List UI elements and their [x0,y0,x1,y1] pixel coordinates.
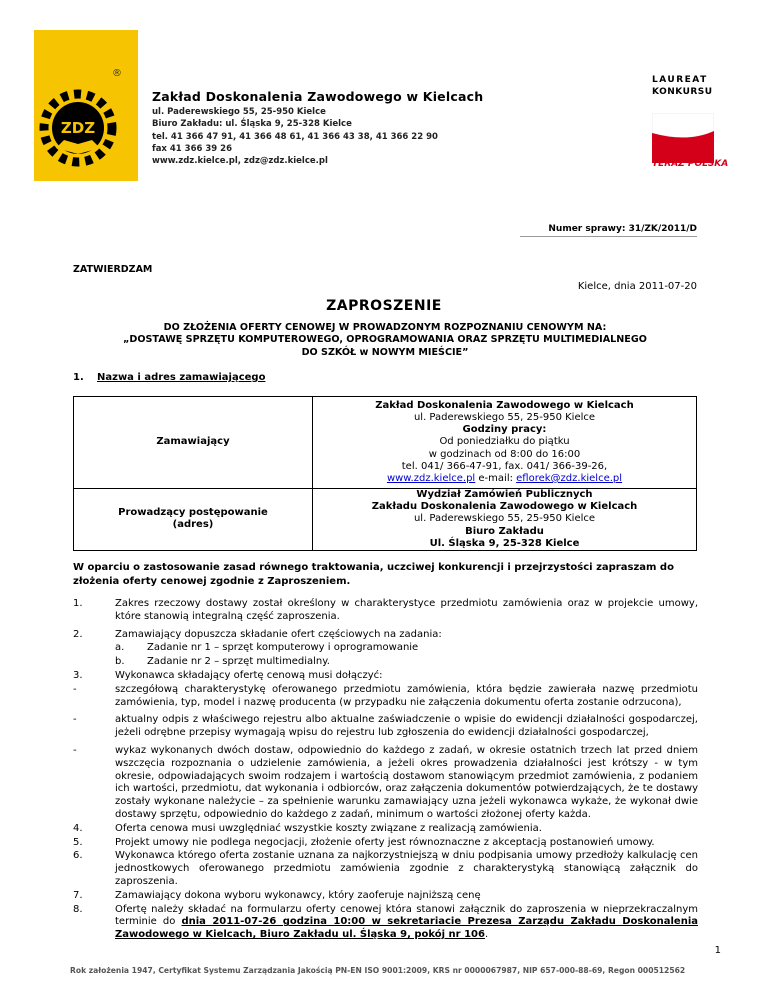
item-marker: - [73,683,77,695]
item-marker: - [73,744,77,756]
list-item [73,837,698,850]
table-row [74,489,697,551]
item-text: . [484,929,489,941]
days-cell: Od poniedziałku do piątku [439,436,570,448]
table-row [74,397,697,489]
item-text: Zamawiający dopuszcza składanie ofert częściowych na zadania: [115,628,442,640]
item-text: Ofertę należy składać na formularzu oferty cenowej która stanowi załącznik do zaproszenia w nieprzekraczalnym terminie do [115,903,698,928]
deadline-text: dnia 2011-07-26 godzina 10:00 w sekretariacie Prezesa Zarządu Zakładu Doskonalenia Zawodowego w Kielcach, Biuro Zakładu ul. Śląska 9, pokój nr 106 [115,916,699,941]
item-text: szczegółową charakterystykę oferowanego przedmiotu zamówienia, która będzie zawierała nazwę przedmiotu zamówienia, typ, model i nazwę producenta (w przypadku nie załączenia dokumentu oferta zostanie odrzucona), [115,683,698,708]
award-line1: LAUREAT [652,75,708,85]
case-number: Numer sprawy: 31/ZK/2011/D [548,224,697,234]
contact-links [317,473,692,485]
item-marker: 8. [73,903,83,915]
row-value [313,489,697,551]
item-marker: 6. [73,850,83,862]
item-marker: a. [115,642,125,654]
section-number: 1. [73,372,84,383]
item-marker: 1. [73,598,83,609]
item-text: Zadanie nr 2 – sprzęt multimedialny. [147,656,330,668]
organization-header [152,88,483,168]
item-marker: 2. [73,628,83,640]
item-text: Zadanie nr 1 – sprzęt komputerowy i oprogramowanie [147,642,419,654]
address-cell: ul. Paderewskiego 55, 25-950 Kielce [413,513,596,525]
item-text: Wykonawca składający ofertę cenową musi dołączyć: [115,669,383,681]
org-phone: tel. 41 366 47 91, 41 366 48 61, 41 366 43 38, 41 366 22 90 [152,131,438,142]
list-item [73,598,698,624]
gear-logo-icon [34,30,138,181]
item-text: wykaz wykonanych dwóch dostaw, odpowiednio do każdego z zadań, w okresie ostatnich trzech lat przed dniem wszczęcia rozpoznania o udzielenie zamówienia, a jeżeli okres prowadzenia działalności jest krótszy - w tym okresie, odpowiadających swoim rodzajem i wartością dostawom stanowiącym przedmiot zamówienia, z podaniem ich wartości, przedmiotu, dat wykonania i odbiorców, oraz załączenia dokumentów potwierdzających, że te dostawy zostały wykonane należycie – za spełnienie warunku zamawiający uzna jeżeli wykonawca wykaże, że wykonał dwie dostawy sprzętu, odpowiednio do każdego z zadań, minimum o wartości złożonej oferty każda. [115,744,698,820]
row-label [74,489,313,551]
hours-cell: w godzinach od 8:00 do 16:00 [428,448,581,460]
item-marker: b. [115,656,125,668]
list-item [73,714,698,740]
address-cell: ul. Paderewskiego 55, 25-950 Kielce [413,412,596,424]
document-subtitle [90,322,680,359]
approval-label: ZATWIERDZAM [73,264,153,275]
org-fax: fax 41 366 39 26 [152,144,232,155]
row-value [313,397,697,489]
list-item [73,823,698,836]
item-marker: 4. [73,822,83,834]
teraz-polska-flag-icon [652,113,714,163]
subtitle-line: DO ZŁOŻENIA OFERTY CENOWEJ W PROWADZONYM ROZPOZNANIU CENOWYM NA: [163,322,607,333]
list-item [73,670,698,683]
subtitle-line: DO SZKÓŁ w NOWYM MIEŚCIE” [301,346,469,358]
item-marker: 7. [73,889,83,901]
section-heading [73,372,265,384]
subtitle-line: „DOSTAWĘ SPRZĘTU KOMPUTEROWEGO, OPROGRAMOWANIA ORAZ SPRZĘTU MULTIMEDIALNEGO [123,334,647,346]
hours-label: Godziny pracy: [462,424,547,436]
list-item [73,629,698,642]
item-text: Wykonawca którego oferta zostanie uznana za najkorzystniejszą w dniu podpisania umowy przedłoży kalkulację cen jednostkowych oferowanego przedmiotu zamówienia zgodnie z charakterystyką stanowiącą załącznik do zaproszenia. [115,850,698,887]
item-text: Zakres rzeczowy dostawy został określony w charakterystyce przedmiotu zamówienia oraz w projekcie umowy, które stanowią integralną część zaproszenia. [115,598,698,622]
office-address-cell: Ul. Śląska 9, 25-328 Kielce [429,537,580,549]
list-item [73,684,698,710]
org-address: ul. Paderewskiego 55, 25-950 Kielce [152,107,326,118]
org-cell: Zakładu Doskonalenia Zawodowego w Kielcach [371,501,638,513]
award-line2: KONKURSU [652,86,713,97]
item-marker: - [73,714,77,726]
phone-cell: tel. 041/ 366-47-91, fax. 041/ 366-39-26, [401,460,608,472]
row-label-line: (adres) [172,519,214,531]
item-marker: 5. [73,836,83,848]
org-name: Zakład Doskonalenia Zawodowego w Kielcach [152,89,484,104]
email-link[interactable]: eflorek@zdz.kielce.pl [516,472,623,484]
footer-text: Rok założenia 1947, Certyfikat Systemu Zarządzania Jakością PN-EN ISO 9001:2009, KRS nr 0000067987, NIP 657-000-88-69, Regon 000512562 [70,966,686,975]
item-text: Projekt umowy nie podlega negocjacji, złożenie oferty jest równoznaczne z akceptacją postanowień umowy. [115,836,655,848]
row-label: Zamawiający [74,397,313,489]
org-office: Biuro Zakładu: ul. Śląska 9, 25-328 Kielce [152,119,352,130]
registered-mark: ® [112,68,122,79]
office-cell: Biuro Zakładu [465,525,544,537]
list-item [73,745,698,822]
case-divider [520,236,697,237]
page-number: 1 [714,945,721,956]
logo-text: ZDZ [60,119,96,137]
contracting-authority-table [73,396,697,551]
section-title: Nazwa i adres zamawiającego [97,372,266,383]
document-title: ZAPROSZENIE [326,298,442,314]
website-link[interactable]: www.zdz.kielce.pl [386,472,476,484]
award-brand: TERAZ POLSKA [652,159,729,169]
list-item [73,850,698,888]
org-name-cell: Zakład Doskonalenia Zawodowego w Kielcach [375,399,634,411]
list-item [73,890,698,903]
item-text: Zamawiający dokona wyboru wykonawcy, który zaoferuje najniższą cenę [115,889,481,901]
zdz-logo [34,30,138,181]
item-text: aktualny odpis z właściwego rejestru albo aktualne zaświadczenie o wpisie do ewidencji działalności gospodarczej, jeżeli odrębne przepisy wymagają wpisu do rejestru lub zgłoszenia do ewidencji działalności gospodarczej, [115,714,698,739]
conditions-list [73,598,698,947]
intro-paragraph: W oparciu o zastosowanie zasad równego traktowania, uczciwej konkurencji i przejrzystości zapraszam do złożenia oferty cenowej zgodnie z Zaproszeniem. [73,562,674,587]
org-web: www.zdz.kielce.pl, zdz@zdz.kielce.pl [152,156,328,167]
email-label: e-mail: [478,472,513,484]
item-marker: 3. [73,669,83,681]
department-cell: Wydział Zamówień Publicznych [416,489,593,500]
list-item [73,642,698,655]
row-label-line: Prowadzący postępowanie [118,507,268,519]
award-label [652,75,716,98]
list-item [73,656,698,669]
document-date: Kielce, dnia 2011-07-20 [577,281,697,292]
list-item [73,904,698,942]
item-text: Oferta cenowa musi uwzględniać wszystkie koszty związane z realizacją zamówienia. [115,822,542,834]
